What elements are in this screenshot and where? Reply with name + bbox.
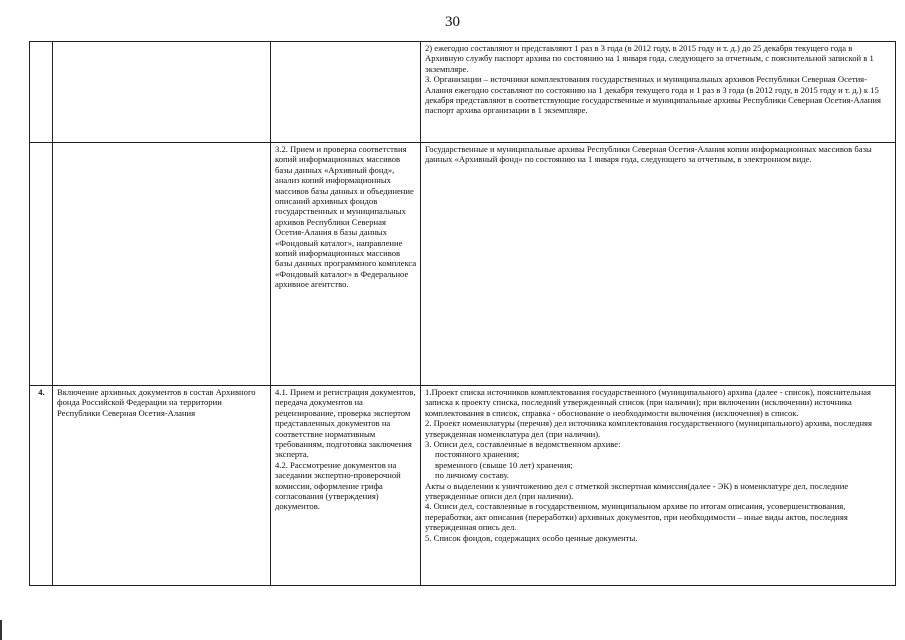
procedure-paragraph: 3.2. Прием и проверка соответствия копий информационных массивов базы данных «Архивный фонд», анализ копий информационных массивов базы данных и объединение описаний архивных фондов государственных и муниципальных архивов Республики Северная Осетия-Алания в базы данных «Фондовый каталог», направление копий информационных массивов базы данных программного комплекса «Фондовый каталог» в Федеральное архивное агентство. bbox=[275, 144, 417, 290]
document-paragraph: Государственные и муниципальные архивы Республики Северная Осетия-Алания копии информационных массивов базы данных «Архивный фонд» по состоянию на 1 января года, следующего за отчетным, в электронном виде. bbox=[425, 144, 872, 165]
procedure-cell bbox=[271, 143, 421, 386]
table-row bbox=[30, 386, 896, 586]
document-subitem: по личному составу. bbox=[435, 470, 510, 481]
stage-name-cell: Включение архивных документов в состав Архивного фонда Российской Федерации на территории Республики Северная Осетия-Алания bbox=[53, 386, 271, 586]
stage-name-cell bbox=[53, 42, 271, 143]
document-subitem: постоянного хранения; bbox=[435, 449, 520, 460]
procedure-paragraph: 4.2. Рассмотрение документов на заседании экспертно-проверочной комиссии, оформление грифа согласования (утверждения) документов. bbox=[275, 459, 401, 512]
documents-cell bbox=[421, 386, 896, 586]
table-row bbox=[30, 42, 896, 143]
document-subitem: временного (свыше 10 лет) хранения; bbox=[435, 459, 573, 470]
procedure-paragraph: 4.1. Прием и регистрация документов, передача документов на рецензирование, проверка экспертом представленных документов на соответствие нормативным требованиям, подготовка заключения эксперта. bbox=[275, 387, 416, 460]
row-number-cell bbox=[30, 42, 53, 143]
table-row bbox=[30, 143, 896, 386]
document-paragraph: 2. Проект номенклатуры (перечня) дел источника комплектования государственного (муниципального) архива, последняя утвержденная номенклатура дел (при наличии). bbox=[425, 418, 872, 439]
procedure-cell bbox=[271, 386, 421, 586]
procedure-cell bbox=[271, 42, 421, 143]
document-paragraph: 5. Список фондов, содержащих особо ценные документы. bbox=[425, 532, 638, 543]
document-paragraph: 2) ежегодно составляют и представляют 1 раз в 3 года (в 2012 году, в 2015 году и т. д.) до 25 декабря текущего года в Архивную службу паспорт архива по состоянию на 1 января года, следующего за отчетным, с пояснительной запиской в 1 экземпляре. bbox=[425, 43, 874, 74]
row-number-cell: 4. bbox=[30, 386, 53, 586]
scan-edge-mark bbox=[0, 620, 2, 640]
document-paragraph: 3. Описи дел, составленные в ведомственном архиве: bbox=[425, 439, 621, 450]
stage-name-cell bbox=[53, 143, 271, 386]
document-paragraph: 3. Организации – источники комплектования государственных и муниципальных архивов Республики Северная Осетия-Алания ежегодно составляют по состоянию на 1 декабря текущего года и 1 раз в 3 года (в 2012 году, в 2015 году и т. д.) к 15 декабря представляют в соответствующие государственные и муниципальные архивы Республики Северная Осетия-Алания паспорт архива организации в 1 экземпляре. bbox=[425, 74, 881, 116]
document-paragraph: Акты о выделении к уничтожению дел с отметкой экспертная комиссия(далее - ЭК) в номенклатуре дел, последние утвержденные описи дел (при наличии). bbox=[425, 480, 849, 502]
row-number-cell bbox=[30, 143, 53, 386]
regulation-table bbox=[29, 41, 896, 586]
document-paragraph: 4. Описи дел, составленные в государственном, муниципальном архиве по итогам описания, усовершенствования, переработки, акт описания (переработки) архивных документов, при необходимости – иные виды актов, последняя утвержденная опись дел. bbox=[425, 501, 848, 533]
page-number: 30 bbox=[445, 14, 460, 30]
document-paragraph: 1.Проект списка источников комплектования государственного (муниципального) архива (далее - список), пояснительная записка к проекту списка, последний утвержденный список (при наличии); при включении (исключении) источника комплектования в список, справка - обоснование о необходимости включения (исключения) в список. bbox=[425, 387, 871, 418]
documents-cell bbox=[421, 42, 896, 143]
documents-cell bbox=[421, 143, 896, 386]
